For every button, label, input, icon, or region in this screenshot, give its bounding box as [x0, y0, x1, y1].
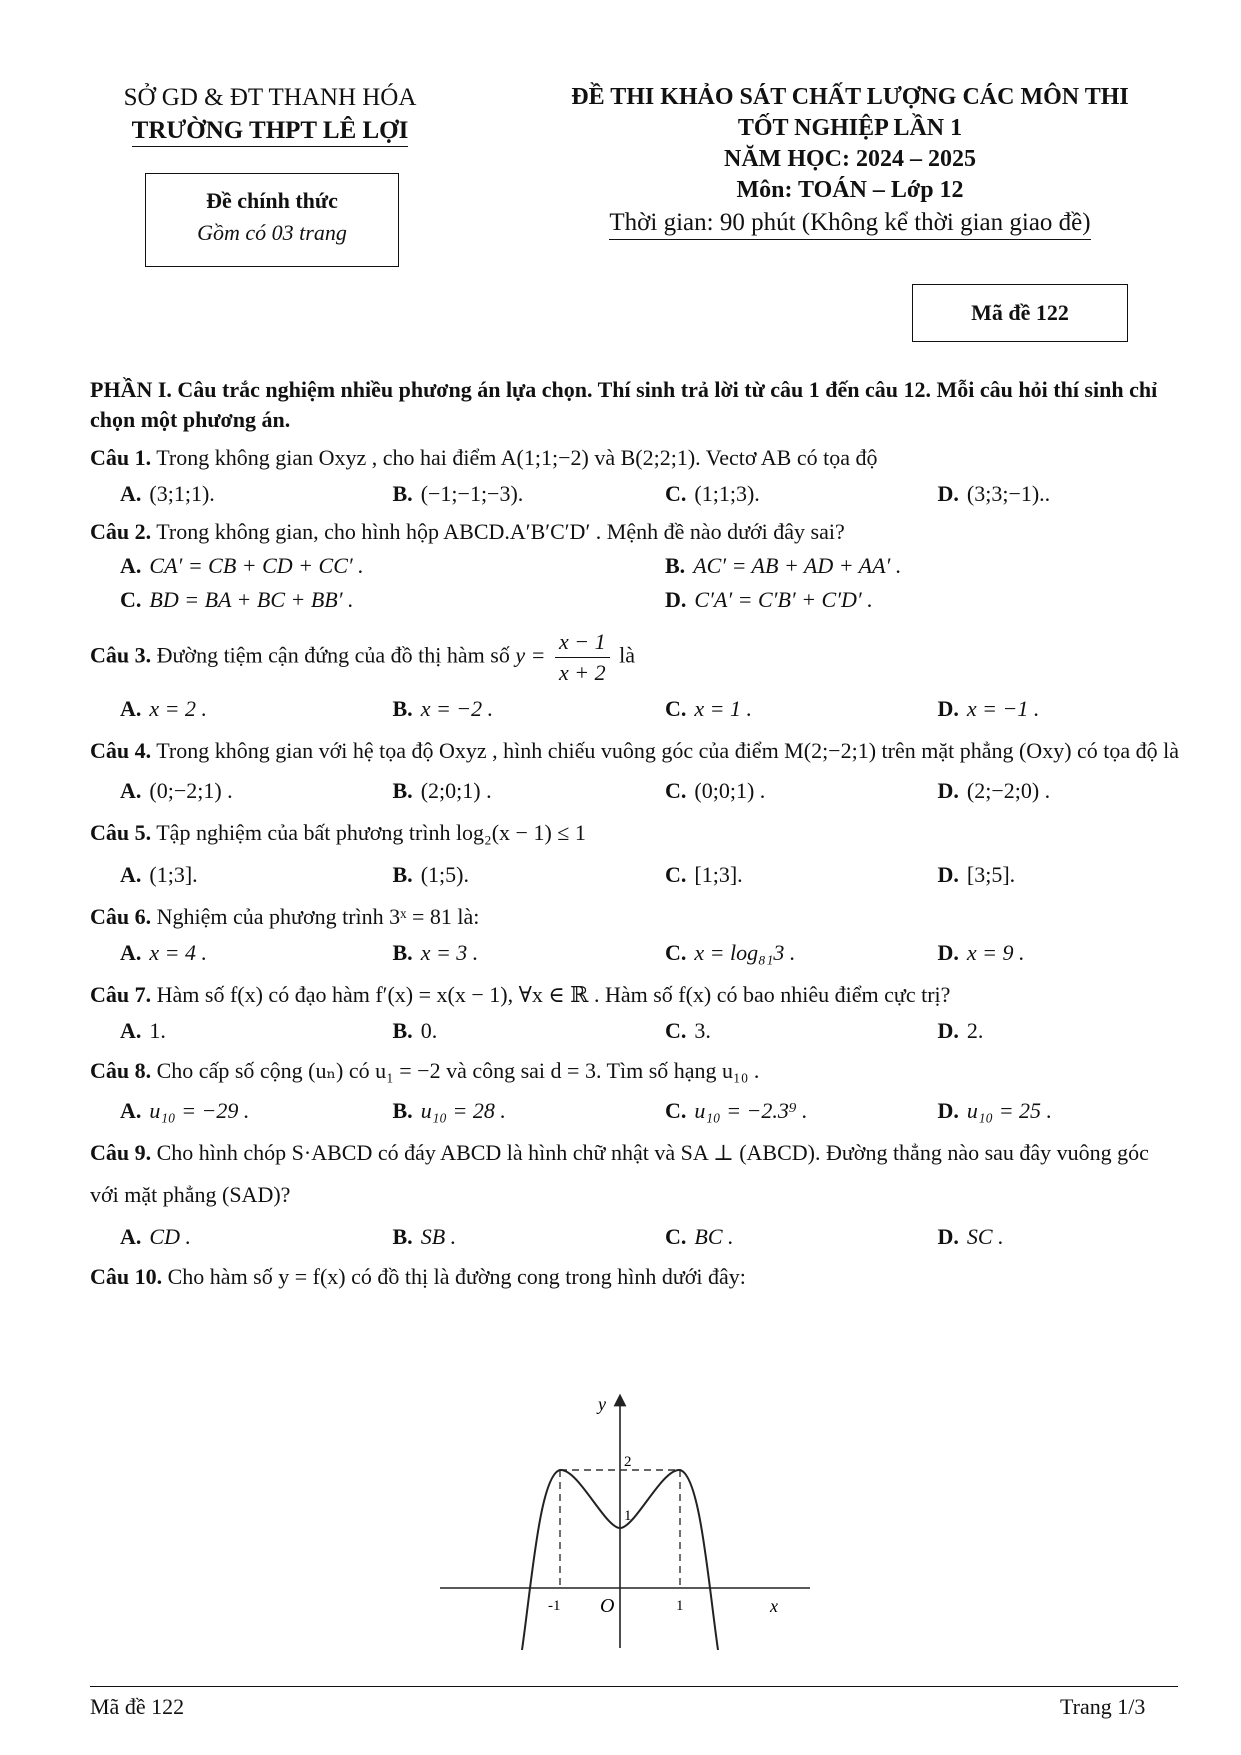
question-1: Câu 1. Trong không gian Oxyz , cho hai điểm A(1;1;−2) và B(2;2;1). Vectơ AB có tọa độ — [90, 445, 878, 470]
origin-label: O — [600, 1595, 615, 1617]
question-8: Câu 8. Cho cấp số cộng (uₙ) có u₁ = −2 và công sai d = 3. Tìm số hạng u₁₀ . — [90, 1058, 760, 1083]
question-9: Câu 9. Cho hình chóp S·ABCD có đáy ABCD là hình chữ nhật và SA ⊥ (ABCD). Đường thẳng nào sau đây vuông góc với mặt phẳng (SAD)? — [90, 1140, 1149, 1207]
page-count: Gồm có 03 trang — [197, 220, 347, 245]
option-d[interactable]: D. [3;5]. — [937, 862, 1016, 887]
option-c[interactable]: C. BC . — [665, 1224, 734, 1249]
question-7: Câu 7. Hàm số f(x) có đạo hàm f′(x) = x(x − 1), ∀x ∈ ℝ . Hàm số f(x) có bao nhiêu điểm cực trị? — [90, 982, 951, 1007]
school-name: TRƯỜNG THPT LÊ LỢI — [80, 114, 460, 148]
option-d[interactable]: D. (2;−2;0) . — [937, 778, 1051, 803]
option-c[interactable]: C. [1;3]. — [665, 862, 743, 887]
options-8 — [90, 1096, 1180, 1126]
option-a[interactable]: A. (1;3]. — [120, 862, 198, 887]
question-3: Câu 3. Đường tiệm cận đứng của đồ thị hàm số y = $\frac{x - 1}{x + 2}$ là — [90, 627, 1180, 688]
options-1 — [90, 479, 1180, 509]
fraction: $\frac{x - 1}{x + 2}$ — [555, 627, 610, 688]
official-box — [145, 173, 399, 267]
question-5: Câu 5. Tập nghiệm của bất phương trình log₂(x − 1) ≤ 1 — [90, 820, 586, 845]
question-6: Câu 6. Nghiệm của phương trình 3ˣ = 81 là: — [90, 904, 480, 929]
option-a[interactable]: A. x = 4 . — [120, 940, 208, 965]
option-a[interactable]: A. CD . — [120, 1224, 191, 1249]
options-4 — [90, 776, 1180, 806]
options-7 — [90, 1016, 1180, 1046]
option-a[interactable]: A. u₁₀ = −29 . — [120, 1098, 250, 1123]
options-9 — [90, 1222, 1180, 1252]
options-2-row1 — [90, 551, 1180, 581]
function-graph — [440, 1380, 820, 1650]
option-b[interactable]: B. (2;0;1) . — [392, 778, 492, 803]
option-d[interactable]: D. 2. — [937, 1018, 984, 1043]
footer-divider — [90, 1686, 1178, 1687]
tick-y-2: 2 — [624, 1454, 632, 1470]
option-d[interactable]: D. u₁₀ = 25 . — [937, 1098, 1053, 1123]
option-c[interactable]: C. x = 1 . — [665, 696, 753, 721]
option-a[interactable]: A. x = 2 . — [120, 696, 208, 721]
question-10: Câu 10. Cho hàm số y = f(x) có đồ thị là đường cong trong hình dưới đây: — [90, 1264, 746, 1289]
exam-title: ĐỀ THI KHẢO SÁT CHẤT LƯỢNG CÁC MÔN THI — [571, 84, 1129, 110]
option-b[interactable]: B. x = −2 . — [392, 696, 494, 721]
part-heading: PHẦN I. Câu trắc nghiệm nhiều phương án lựa chọn. Thí sinh trả lời từ câu 1 đến câu 12. Mỗi câu hỏi thí sinh chỉ chọn một phương án. — [90, 377, 1158, 432]
option-c[interactable]: C. BD = BA + BC + BB′ . — [120, 587, 354, 612]
exam-code-box: Mã đề 122 — [912, 284, 1128, 342]
options-2-row2 — [90, 585, 1180, 615]
official-label: Đề chính thức — [206, 188, 338, 213]
header-right — [530, 82, 1170, 240]
question-4: Câu 4. Trong không gian với hệ tọa độ Oxyz , hình chiếu vuông góc của điểm M(2;−2;1) trên mặt phẳng (Oxy) có tọa độ là — [90, 738, 1180, 763]
option-b[interactable]: B. u₁₀ = 28 . — [392, 1098, 506, 1123]
option-c[interactable]: C. u₁₀ = −2.3⁹ . — [665, 1098, 808, 1123]
time-limit: Thời gian: 90 phút (Không kể thời gian giao đề) — [530, 206, 1170, 240]
option-b[interactable]: B. (−1;−1;−3). — [392, 481, 524, 506]
school-year: NĂM HỌC: 2024 – 2025 — [724, 146, 976, 172]
option-b[interactable]: B. 0. — [392, 1018, 438, 1043]
option-c[interactable]: C. 3. — [665, 1018, 711, 1043]
option-a[interactable]: A. (3;1;1). — [120, 481, 215, 506]
option-d[interactable]: D. x = −1 . — [937, 696, 1040, 721]
tick-y-1: 1 — [624, 1508, 632, 1524]
option-d[interactable]: D. SC . — [937, 1224, 1004, 1249]
option-c[interactable]: C. x = log₈₁3 . — [665, 940, 796, 965]
question-2: Câu 2. Trong không gian, cho hình hộp ABCD.A′B′C′D′ . Mệnh đề nào dưới đây sai? — [90, 519, 845, 544]
header-left — [80, 82, 460, 148]
dept-name: SỞ GD & ĐT THANH HÓA — [123, 84, 417, 111]
options-5 — [90, 860, 1180, 890]
option-c[interactable]: C. (0;0;1) . — [665, 778, 766, 803]
options-3 — [90, 694, 1180, 724]
tick-x-neg1: -1 — [548, 1598, 561, 1614]
option-a[interactable]: A. 1. — [120, 1018, 166, 1043]
option-d[interactable]: D. C′A′ = C′B′ + C′D′ . — [665, 587, 873, 612]
option-a[interactable]: A. CA′ = CB + CD + CC′ . — [120, 553, 364, 578]
option-a[interactable]: A. (0;−2;1) . — [120, 778, 233, 803]
exam-content — [90, 375, 1180, 1292]
x-axis-label: x — [770, 1596, 778, 1616]
option-c[interactable]: C. (1;1;3). — [665, 481, 760, 506]
footer-page-number: Trang 1/3 — [1060, 1694, 1146, 1719]
option-b[interactable]: B. SB . — [392, 1224, 457, 1249]
subject: Môn: TOÁN – Lớp 12 — [736, 177, 964, 203]
options-6 — [90, 938, 1180, 968]
option-b[interactable]: B. (1;5). — [392, 862, 469, 887]
y-axis-label: y — [598, 1394, 606, 1414]
option-b[interactable]: B. x = 3 . — [392, 940, 479, 965]
tick-x-1: 1 — [676, 1598, 684, 1614]
footer-exam-code: Mã đề 122 — [90, 1694, 185, 1719]
option-d[interactable]: D. (3;3;−1).. — [937, 481, 1051, 506]
option-b[interactable]: B. AC′ = AB + AD + AA′ . — [665, 553, 902, 578]
exam-subtitle: TỐT NGHIỆP LẦN 1 — [737, 115, 963, 141]
option-d[interactable]: D. x = 9 . — [937, 940, 1025, 965]
